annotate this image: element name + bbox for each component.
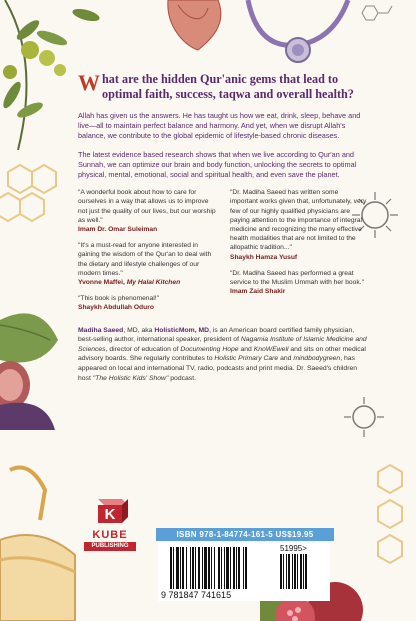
- endorsement-text: "A wonderful book about how to care for ourselves in a way that allows us to improve not just the quality of our lives, but our worship as well.": [78, 189, 216, 224]
- endorsement-author: [78, 278, 216, 287]
- endorsement: [230, 188, 368, 262]
- barcode-bars: [170, 547, 247, 589]
- barcode-addon-number: 51995>: [280, 544, 307, 553]
- endorsement-author-affiliation: My Halal Kitchen: [126, 279, 181, 287]
- bio-author-name: Madiha Saeed: [78, 326, 124, 334]
- heart-illustration: [148, 0, 238, 52]
- author-bio: [78, 326, 368, 384]
- publisher-logo: [84, 497, 136, 551]
- headline-text: hat are the hidden Qur'anic gems that lead to optimal faith, success, taqwa and overall health?: [102, 72, 354, 101]
- endorsement-text: "Dr. Madiha Saeed has written some important works given that, unfortunately, very few of our highly qualified physicians are paying attention to the importance of integral medicine and recognizing the many effective health modalities that are not limited to the allopathic tradition...": [230, 189, 367, 252]
- bio-italic: Documenting Hope: [180, 345, 239, 353]
- endorsements-left-column: [78, 188, 216, 319]
- endorsement: [230, 269, 368, 297]
- bio-italic: "The Holistic Kids' Show": [92, 374, 169, 382]
- bio-text: , director of education of: [105, 345, 181, 353]
- isbn-price-bar: ISBN 978-1-84774-161-5 US$19.95: [156, 528, 334, 541]
- stethoscope-illustration: [238, 0, 358, 70]
- back-cover-text: [78, 72, 368, 390]
- endorsements: [78, 188, 368, 319]
- bio-text: podcast.: [168, 374, 196, 382]
- fig-leaf-illustration: [0, 300, 80, 430]
- barcode-number: 9 781847 741615: [161, 590, 232, 600]
- virus-illustration-bottom: [342, 395, 386, 439]
- publisher-name: KUBE: [92, 529, 128, 541]
- bio-text: and: [278, 355, 294, 363]
- bio-alias: HolisticMom, MD: [154, 326, 210, 334]
- bio-italic: KnoWEwell: [253, 345, 289, 353]
- endorsement-author: Imam Zaid Shakir: [230, 288, 286, 296]
- endorsements-right-column: [230, 188, 368, 319]
- bio-italic: Holistic Primary Care: [214, 355, 279, 363]
- headline-dropcap: W: [78, 70, 100, 95]
- endorsement-text: "Dr. Madiha Saeed has performed a great service to the Muslim Ummah with her book.": [230, 269, 364, 287]
- honeycomb-pattern-left: [0, 160, 70, 250]
- molecule-illustration: [356, 2, 396, 30]
- publisher-logo-letter: K: [104, 506, 116, 523]
- bio-text: , is an American board certified family physician, best-selling author, international speaker, president of: [78, 326, 355, 344]
- endorsement-author: Shaykh Hamza Yusuf: [230, 253, 298, 261]
- endorsement-author: Shaykh Abdullah Oduro: [78, 304, 154, 312]
- intro-paragraph-1: Allah has given us the answers. He has taught us how we eat, drink, sleep, behave and live—all to maintain perfect balance and harmony. And yet, when we disrupt Allah's balance, we contribute to the global epidemic of lifestyle-based chronic diseases.: [78, 111, 361, 141]
- bio-text: and sits on other medical advisory boards. She regularly contributes to: [78, 345, 366, 363]
- bio-text: , has appeared on local and international TV, radio, podcasts and print media. Dr. Saeed's children host: [78, 355, 358, 382]
- honeycomb-pattern-right: [370, 460, 416, 580]
- endorsement-author-name: Yvonne Maffei,: [78, 279, 127, 287]
- bio-italic: Nagamia Institute of Islamic Medicine and Sciences: [78, 336, 367, 353]
- barcode-addon-bars: [280, 554, 307, 589]
- honey-jar-illustration: [0, 460, 80, 621]
- publisher-sub: PUBLISHING: [84, 542, 136, 551]
- endorsement-author: Imam Dr. Omar Suleiman: [78, 226, 158, 234]
- barcode: [158, 543, 330, 601]
- endorsement-text: "It's a must-read for anyone interested in gaining the wisdom of the Qur'an to deal with the dietary and lifestyle challenges of our modern times.": [78, 242, 212, 277]
- endorsement: [78, 294, 216, 312]
- endorsement: [78, 188, 216, 234]
- kube-cube-icon: [84, 497, 136, 525]
- endorsement: [78, 241, 216, 287]
- barcode-graphic: [158, 543, 330, 601]
- bio-text: and: [238, 345, 254, 353]
- headline: [78, 72, 368, 101]
- endorsement-text: "This book is phenomenal!": [78, 295, 159, 303]
- intro-paragraph-2: The latest evidence based research shows that when we live according to Qur'an and Sunnah, we can optimize our brain and body function, unlocking the secrets to optimal physical, mental, emotional, social and spiritual health, and even save the planet.: [78, 149, 357, 180]
- bio-text: , MD, aka: [123, 326, 155, 334]
- bio-italic: mindbodygreen: [293, 355, 341, 363]
